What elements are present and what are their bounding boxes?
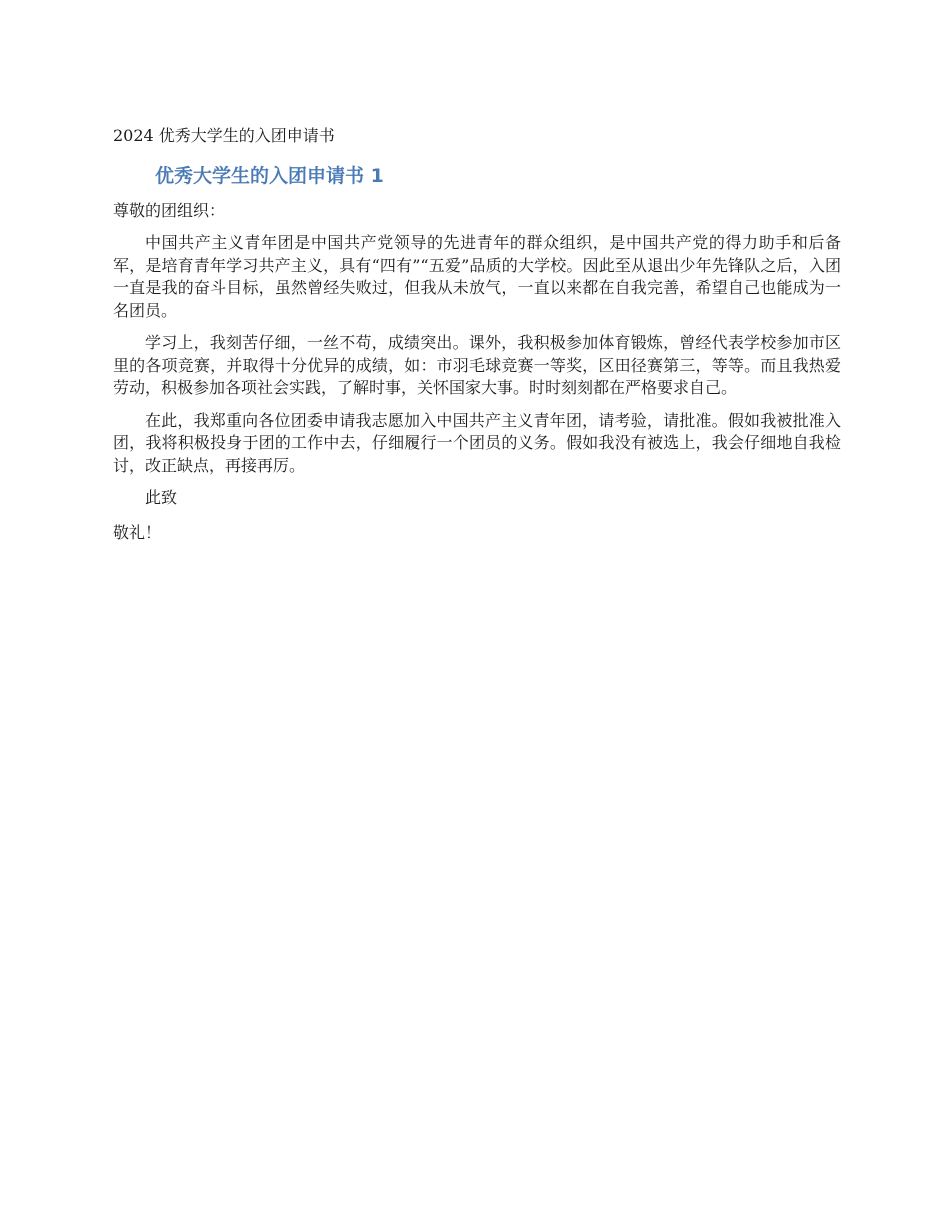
- document-body: [113, 124, 841, 544]
- salutation: 尊敬的团组织：: [113, 201, 226, 220]
- section-heading: 优秀大学生的入团申请书 1: [155, 165, 384, 187]
- paragraph-2: 学习上，我刻苦仔细，一丝不苟，成绩突出。课外，我积极参加体育锻炼，曾经代表学校参加市区里的各项竞赛，并取得十分优异的成绩，如：市羽毛球竞赛一等奖，区田径赛第三，等等。而且我热爱劳动，积极参加各项社会实践，了解时事，关怀国家大事。时时刻刻都在严格要求自己。: [113, 333, 841, 397]
- regards-line: 敬礼！: [113, 523, 162, 542]
- closing-line: 此致: [145, 488, 178, 507]
- paragraph-3: 在此，我郑重向各位团委申请我志愿加入中国共产主义青年团，请考验，请批准。假如我被批准入团，我将积极投身于团的工作中去，仔细履行一个团员的义务。假如我没有被选上，我会仔细地自我检讨，改正缺点，再接再厉。: [113, 410, 841, 475]
- paragraph-1: 中国共产主义青年团是中国共产党领导的先进青年的群众组织，是中国共产党的得力助手和后备军，是培育青年学习共产主义，具有“四有”“五爱”品质的大学校。因此至从退出少年先锋队之后，入团一直是我的奋斗目标，虽然曾经失败过，但我从未放气，一直以来都在自我完善，希望自己也能成为一名团员。: [113, 233, 841, 320]
- document-title: 2024 优秀大学生的入团申请书: [113, 126, 335, 145]
